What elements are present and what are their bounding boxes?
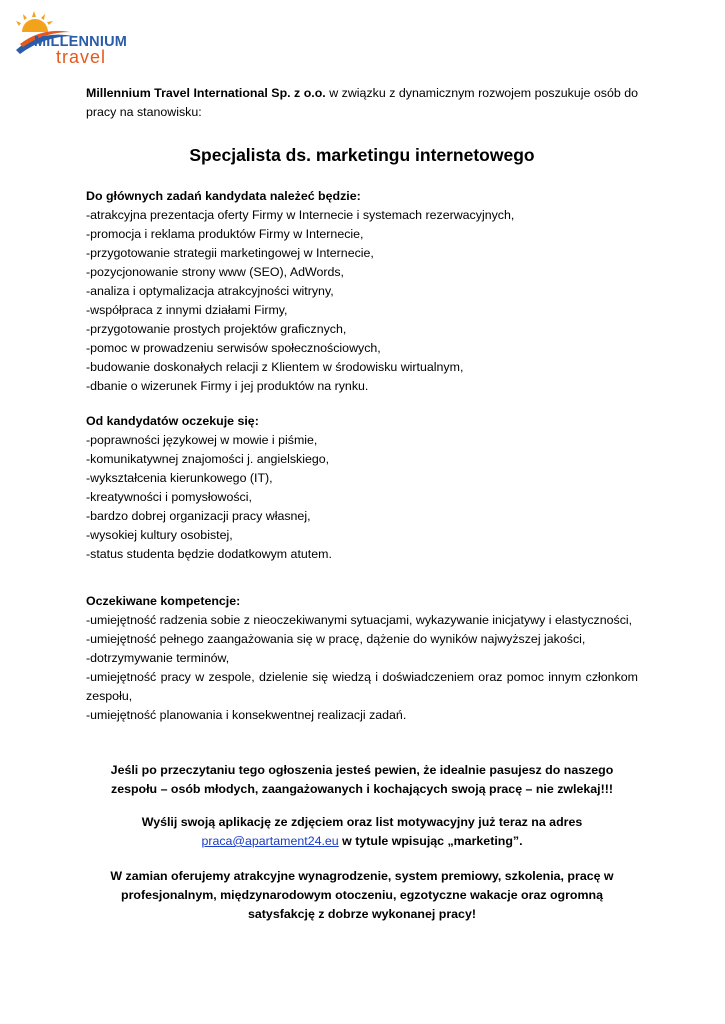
duty-item: -dbanie o wizerunek Firmy i jej produktów na rynku. [86, 379, 369, 393]
email-link[interactable]: praca@apartament24.eu [201, 834, 339, 848]
competency-item: -umiejętność planowania i konsekwentnej realizacji zadań. [86, 708, 407, 722]
logo-text-millennium: MILLENNIUM [34, 34, 128, 50]
expectation-item: -wykształcenia kierunkowego (IT), [86, 471, 273, 485]
competency-item: -dotrzymywanie terminów, [86, 651, 230, 665]
duty-item: -promocja i reklama produktów Firmy w Internecie, [86, 227, 364, 241]
competency-item: -umiejętność pracy w zespole, dzielenie się wiedzą i doświadczeniem oraz pomoc innym członkom zespołu, [86, 670, 638, 703]
duty-item: -analiza i optymalizacja atrakcyjności witryny, [86, 284, 334, 298]
expectation-item: -wysokiej kultury osobistej, [86, 528, 233, 542]
logo-text-travel: travel [56, 47, 107, 67]
competencies-heading: Oczekiwane kompetencje: [86, 594, 241, 608]
duty-item: -współpraca z innymi działami Firmy, [86, 303, 288, 317]
expectations-heading: Od kandydatów oczekuje się: [86, 414, 259, 428]
expectation-item: -kreatywności i pomysłowości, [86, 490, 252, 504]
expectation-item: -bardzo dobrej organizacji pracy własnej, [86, 509, 311, 523]
competency-item: -umiejętność pełnego zaangażowania się w pracę, dążenie do wyników najwyższej jakości, [86, 632, 586, 646]
closing-invitation: Jeśli po przeczytaniu tego ogłoszenia jesteś pewien, że idealnie pasujesz do naszego zespołu – osób młodych, zaangażowanych i kochających swoją pracę – nie zwlekaj!!! [110, 763, 614, 796]
offer-benefits: W zamian oferujemy atrakcyjne wynagrodzenie, system premiowy, szkolenia, pracę w profesjonalnym, międzynarodowym otoczeniu, egzotyczne wakacje oraz ogromną satysfakcję z dobrze wykonanej pracy! [110, 869, 614, 921]
competency-item: -umiejętność radzenia sobie z nieoczekiwanymi sytuacjami, wykazywanie inicjatywy i elastyczności, [86, 613, 633, 627]
duty-item: -pozycjonowanie strony www (SEO), AdWords, [86, 265, 345, 279]
expectation-item: -status studenta będzie dodatkowym atutem. [86, 547, 332, 561]
expectations-list [86, 431, 638, 564]
duty-item: -budowanie doskonałych relacji z Klientem w środowisku wirtualnym, [86, 360, 464, 374]
duty-item: -przygotowanie strategii marketingowej w Internecie, [86, 246, 374, 260]
intro-text: w związku z dynamicznym rozwojem poszukuje osób do pracy na stanowisku: [86, 86, 638, 119]
duties-heading: Do głównych zadań kandydata należeć będzie: [86, 189, 361, 203]
application-instructions-lead: Wyślij swoją aplikację ze zdjęciem oraz list motywacyjny już teraz na adres [141, 815, 583, 829]
document-body [86, 84, 638, 924]
duties-section [86, 187, 638, 396]
expectations-section [86, 412, 638, 564]
competencies-section [86, 592, 638, 725]
company-name: Millennium Travel International Sp. z o.o. [86, 86, 326, 100]
duty-item: -przygotowanie prostych projektów graficznych, [86, 322, 347, 336]
expectation-item: -poprawności językowej w mowie i piśmie, [86, 433, 318, 447]
expectation-item: -komunikatywnej znajomości j. angielskiego, [86, 452, 330, 466]
company-logo [14, 10, 144, 72]
duties-list [86, 206, 638, 396]
competencies-list [86, 611, 638, 725]
job-title: Specjalista ds. marketingu internetowego [189, 145, 535, 165]
duty-item: -atrakcyjna prezentacja oferty Firmy w Internecie i systemach rezerwacyjnych, [86, 208, 515, 222]
intro-paragraph [86, 84, 638, 122]
application-instructions-tail: w tytule wpisując „marketing”. [338, 834, 523, 848]
application-instructions [86, 813, 638, 851]
duty-item: -pomoc w prowadzeniu serwisów społecznościowych, [86, 341, 381, 355]
